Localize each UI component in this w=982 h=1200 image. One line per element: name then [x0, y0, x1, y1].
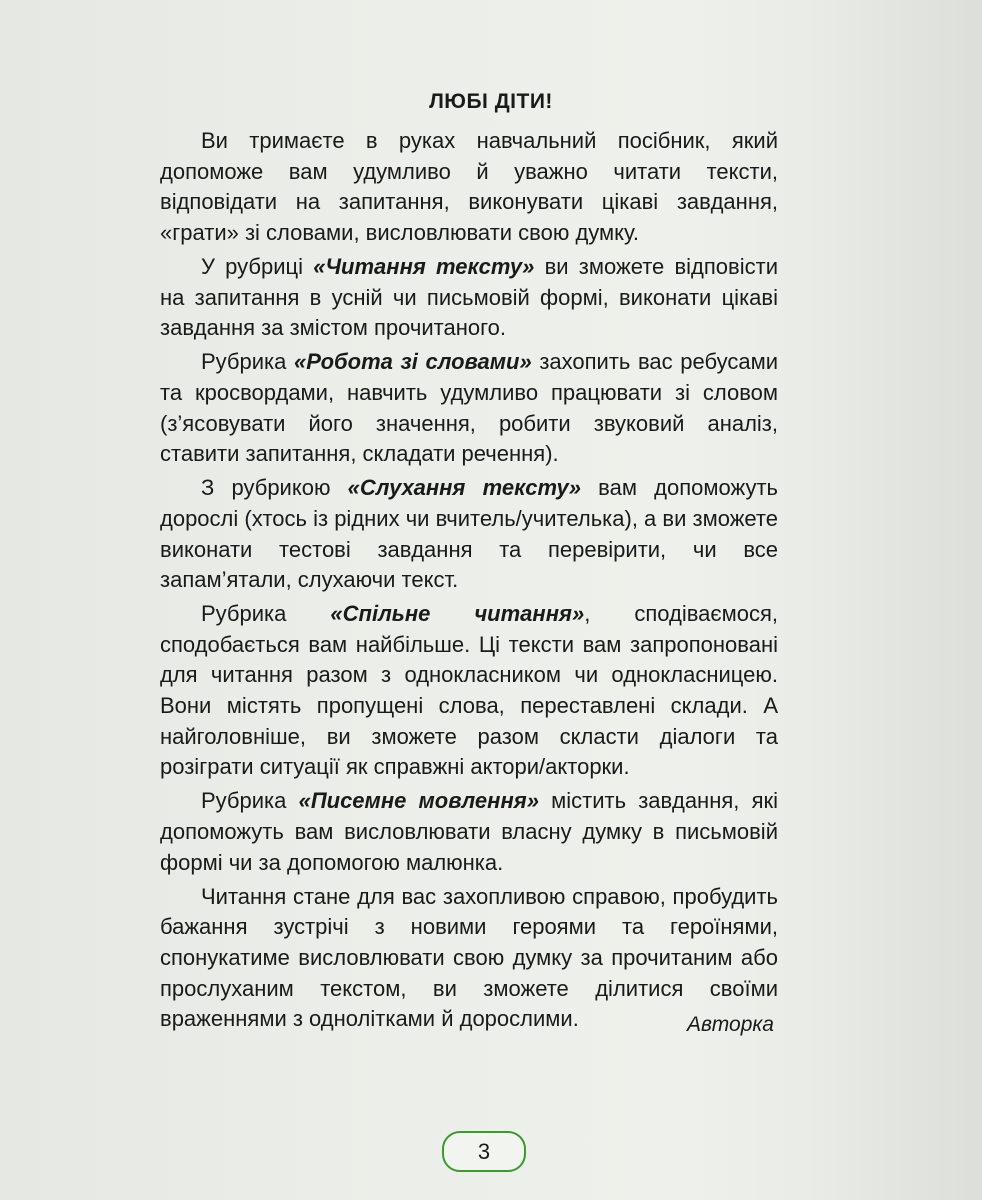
paragraph-text: вам допоможуть дорослі (хтось із рідних чи вчитель/учителька), а ви зможете виконати тестові завдання та перевірити, чи все запам’ятали, слухаючи текст. — [160, 475, 778, 593]
rubric-title: «Робота зі словами» — [294, 349, 532, 375]
page-number-badge — [442, 1131, 526, 1172]
paragraph-words — [160, 347, 778, 469]
paragraph-text: У рубриці — [201, 253, 314, 279]
paragraph-closing: Читання стане для вас захопливою справою, пробудить бажання зустрічі з новими героями та героїнями, спонукатиме висловлювати свою думку за прочитаним або прослуханим текстом, ви зможете ділитися своїми враженнями з однолітками й дорослими. — [160, 883, 778, 1032]
rubric-title: «Читання тексту» — [313, 253, 535, 279]
page-number: 3 — [477, 1138, 491, 1164]
paragraph-text: З рубрикою — [201, 475, 348, 501]
page-title: ЛЮБІ ДІТИ! — [429, 90, 553, 113]
paragraph-text: ви зможете відповісти на запитання в усній чи письмовій формі, виконати цікаві завдання за змістом прочитаного. — [160, 253, 778, 341]
preface-text — [160, 126, 778, 1038]
paragraph-writing — [160, 786, 778, 878]
paragraph-text: Рубрика — [201, 601, 331, 627]
paragraph-text: Рубрика — [201, 349, 294, 375]
paragraph-intro: Ви тримаєте в руках навчальний посібник, який допоможе вам удумливо й уважно читати тексти, відповідати на запитання, виконувати цікаві завдання, «грати» зі словами, висловлювати свою думку. — [160, 128, 778, 245]
paragraph-text: захопить вас ребусами та кросвордами, навчить удумливо працювати зі словом (з’ясовувати його значення, робити звуковий аналіз, ставити запитання, складати речення). — [160, 349, 778, 467]
rubric-title: «Спільне читання» — [330, 601, 585, 627]
paragraph-text: містить завдання, які допоможуть вам висловлювати власну думку в письмовій формі чи за допомогою малюнка. — [160, 788, 778, 875]
paragraph-text: , сподіваємося, сподобається вам найбільше. Ці тексти вам запропоновані для читання разом з однокласником чи однокласницею. Вони містять пропущені слова, переставлені склади. А найголовніше, ви зможете разом скласти діалоги та розіграти ситуації як справжні актори/акторки. — [160, 601, 779, 780]
paragraph-joint-reading — [160, 599, 778, 783]
paragraph-listening — [160, 473, 778, 595]
page-edge-shadow — [812, 0, 982, 1200]
rubric-title: «Слухання тексту» — [347, 475, 581, 501]
paragraph-text: Рубрика — [201, 788, 299, 814]
paragraph-reading — [160, 252, 778, 344]
author-signature: Авторка — [687, 1013, 774, 1036]
rubric-title: «Писемне мовлення» — [298, 788, 539, 814]
